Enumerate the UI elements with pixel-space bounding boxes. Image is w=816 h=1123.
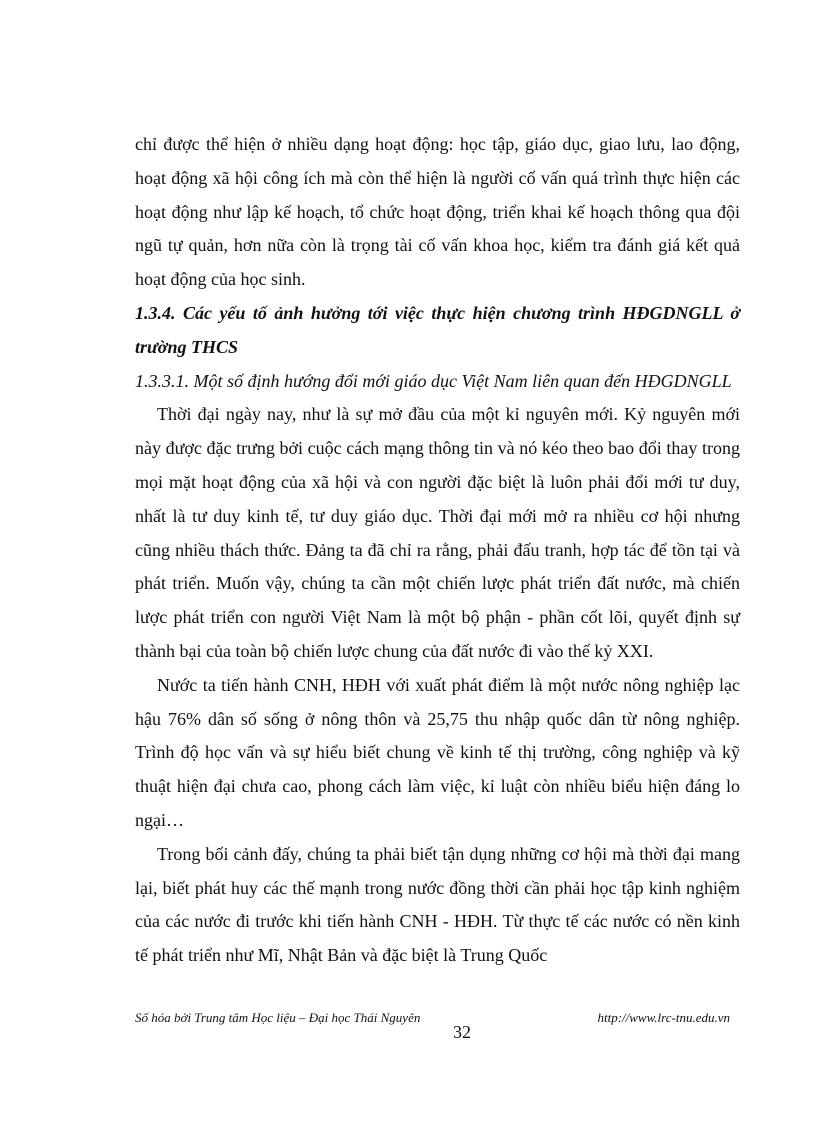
paragraph-new-era: Thời đại ngày nay, như là sự mở đầu của một kỉ nguyên mới. Kỷ nguyên mới này được đặc trưng bởi cuộc cách mạng thông tin và nó kéo theo bao đổi thay trong mọi mặt hoạt động của xã hội và con người đặc biệt là luôn phải đổi mới tư duy, nhất là tư duy kinh tế, tư duy giáo dục. Thời đại mới mở ra nhiều cơ hội nhưng cũng nhiều thách thức. Đảng ta đã chỉ ra rằng, phải đấu tranh, hợp tác để tồn tại và phát triển. Muốn vậy, chúng ta cần một chiến lược phát triển đất nước, mà chiến lược phát triển con người Việt Nam là một bộ phận - phần cốt lõi, quyết định sự thành bại của toàn bộ chiến lược chung của đất nước đi vào thế kỷ XXI. xyxy=(135,404,740,661)
paragraph-context: Trong bối cảnh đấy, chúng ta phải biết tận dụng những cơ hội mà thời đại mang lại, biết phát huy các thế mạnh trong nước đồng thời cần phải học tập kinh nghiệm của các nước đi trước khi tiến hành CNH - HĐH. Từ thực tế các nước có nền kinh tế phát triển như Mĩ, Nhật Bản và đặc biệt là Trung Quốc xyxy=(135,843,740,966)
subsection-heading-1-3-3-1: 1.3.3.1. Một số định hướng đổi mới giáo dục Việt Nam liên quan đến HĐGDNGLL xyxy=(135,370,732,391)
section-heading-1-3-4: 1.3.4. Các yếu tố ảnh hưởng tới việc thực hiện chương trình HĐGDNGLL ở trường THCS xyxy=(135,302,740,357)
footer-source: Số hóa bởi Trung tâm Học liệu – Đại học Thái Nguyên xyxy=(135,1010,421,1025)
page-content xyxy=(135,128,740,973)
paragraph-intro-continued: chỉ được thể hiện ở nhiều dạng hoạt động: học tập, giáo dục, giao lưu, lao động, hoạt động xã hội công ích mà còn thể hiện là người cố vấn quá trình thực hiện các hoạt động như lập kế hoạch, tổ chức hoạt động, triển khai kế hoạch thông qua đội ngũ tự quản, hơn nữa còn là trọng tài cố vấn khoa học, kiểm tra đánh giá kết quả hoạt động của học sinh. xyxy=(135,134,740,290)
page-number: 32 xyxy=(453,1022,471,1042)
footer-url: http://www.lrc-tnu.edu.vn xyxy=(597,1010,730,1025)
paragraph-industrialization: Nước ta tiến hành CNH, HĐH với xuất phát điểm là một nước nông nghiệp lạc hậu 76% dân số sống ở nông thôn và 25,75 thu nhập quốc dân từ nông nghiệp. Trình độ học vấn và sự hiểu biết chung về kinh tế thị trường, công nghiệp và kỹ thuật hiện đại chưa cao, phong cách làm việc, kỉ luật còn nhiều biểu hiện đáng lo ngại… xyxy=(135,674,740,830)
